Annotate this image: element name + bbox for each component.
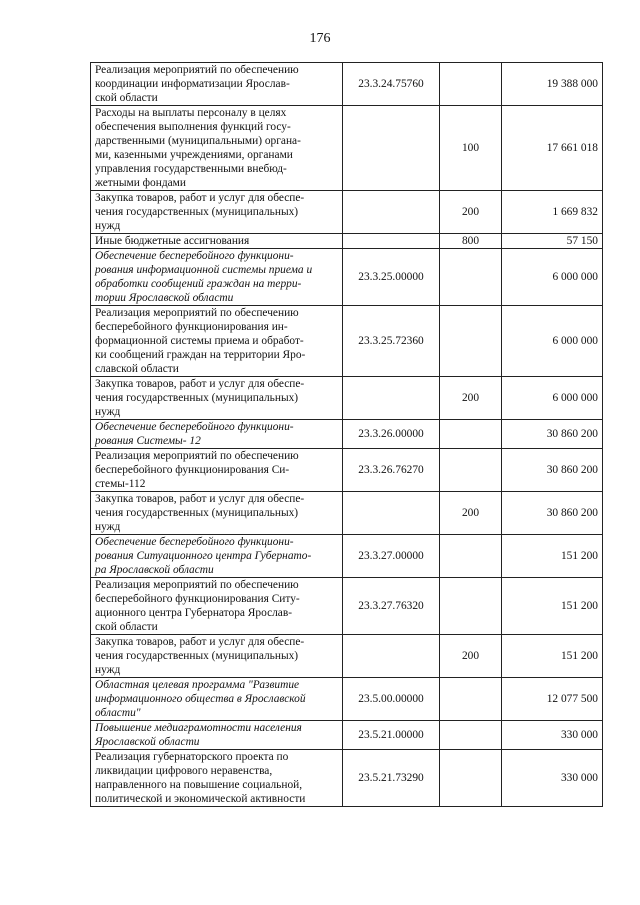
- row-expense-type: [440, 721, 502, 750]
- table-row: [91, 578, 603, 635]
- row-amount: 17 661 018: [502, 106, 603, 191]
- table-row: [91, 449, 603, 492]
- row-expense-type: 200: [440, 377, 502, 420]
- row-amount: 6 000 000: [502, 306, 603, 377]
- row-description: Реализация мероприятий по обеспечению координации информатизации Ярослав- ской области: [91, 63, 343, 106]
- row-amount: 30 860 200: [502, 449, 603, 492]
- row-amount: 12 077 500: [502, 678, 603, 721]
- table-row: [91, 750, 603, 807]
- table-row: [91, 63, 603, 106]
- row-expense-type: [440, 449, 502, 492]
- table-row: [91, 492, 603, 535]
- budget-table-body: [91, 63, 603, 807]
- row-description: Иные бюджетные ассигнования: [91, 234, 343, 249]
- row-code: 23.5.21.73290: [343, 750, 440, 807]
- row-amount: 57 150: [502, 234, 603, 249]
- row-description: Закупка товаров, работ и услуг для обеспе- чения государственных (муниципальных) нужд: [91, 191, 343, 234]
- row-description: Обеспечение бесперебойного функциони- рования информационной системы приема и обработки сообщений граждан на терри- тории Ярославской области: [91, 249, 343, 306]
- page-number: 176: [309, 31, 331, 46]
- row-amount: 6 000 000: [502, 249, 603, 306]
- row-expense-type: 800: [440, 234, 502, 249]
- row-description: Обеспечение бесперебойного функциони- рования Системы- 12: [91, 420, 343, 449]
- row-code: 23.3.26.76270: [343, 449, 440, 492]
- row-description: Закупка товаров, работ и услуг для обеспе- чения государственных (муниципальных) нужд: [91, 377, 343, 420]
- row-code: 23.3.27.76320: [343, 578, 440, 635]
- row-expense-type: [440, 63, 502, 106]
- row-description: Обеспечение бесперебойного функциони- рования Ситуационного центра Губернато- ра Ярославской области: [91, 535, 343, 578]
- budget-table: [90, 62, 603, 807]
- row-description: Повышение медиаграмотности населения Ярославской области: [91, 721, 343, 750]
- row-code: 23.3.26.00000: [343, 420, 440, 449]
- row-expense-type: [440, 578, 502, 635]
- row-code: [343, 635, 440, 678]
- table-row: [91, 635, 603, 678]
- row-expense-type: 100: [440, 106, 502, 191]
- row-description: Реализация мероприятий по обеспечению бесперебойного функционирования ин- формационной системы приема и обработ- ки сообщений граждан на территории Яро- славской области: [91, 306, 343, 377]
- row-amount: 30 860 200: [502, 492, 603, 535]
- row-expense-type: 200: [440, 191, 502, 234]
- row-code: 23.3.27.00000: [343, 535, 440, 578]
- row-amount: 151 200: [502, 578, 603, 635]
- row-amount: 19 388 000: [502, 63, 603, 106]
- row-amount: 1 669 832: [502, 191, 603, 234]
- table-row: [91, 721, 603, 750]
- row-amount: 30 860 200: [502, 420, 603, 449]
- table-row: [91, 678, 603, 721]
- row-description: Областная целевая программа "Развитие информационного общества в Ярославской области": [91, 678, 343, 721]
- row-code: [343, 234, 440, 249]
- row-code: 23.5.21.00000: [343, 721, 440, 750]
- row-code: [343, 377, 440, 420]
- row-code: [343, 191, 440, 234]
- row-expense-type: [440, 678, 502, 721]
- row-amount: 330 000: [502, 721, 603, 750]
- row-description: Реализация губернаторского проекта по ликвидации цифрового неравенства, направленного на повышение социальной, политической и экономической активности: [91, 750, 343, 807]
- row-description: Закупка товаров, работ и услуг для обеспе- чения государственных (муниципальных) нужд: [91, 492, 343, 535]
- table-row: [91, 420, 603, 449]
- table-row: [91, 106, 603, 191]
- row-description: Реализация мероприятий по обеспечению бесперебойного функционирования Си- стемы-112: [91, 449, 343, 492]
- table-row: [91, 191, 603, 234]
- row-code: 23.5.00.00000: [343, 678, 440, 721]
- row-expense-type: [440, 420, 502, 449]
- row-code: 23.3.25.00000: [343, 249, 440, 306]
- row-amount: 6 000 000: [502, 377, 603, 420]
- table-row: [91, 306, 603, 377]
- row-expense-type: [440, 306, 502, 377]
- row-code: 23.3.24.75760: [343, 63, 440, 106]
- row-code: [343, 492, 440, 535]
- row-expense-type: [440, 249, 502, 306]
- row-amount: 330 000: [502, 750, 603, 807]
- row-amount: 151 200: [502, 635, 603, 678]
- table-row: [91, 234, 603, 249]
- row-code: [343, 106, 440, 191]
- row-expense-type: 200: [440, 635, 502, 678]
- row-code: 23.3.25.72360: [343, 306, 440, 377]
- table-row: [91, 249, 603, 306]
- row-expense-type: [440, 535, 502, 578]
- row-amount: 151 200: [502, 535, 603, 578]
- table-row: [91, 535, 603, 578]
- row-description: Расходы на выплаты персоналу в целях обеспечения выполнения функций госу- дарственными (муниципальными) органа- ми, казенными учреждениями, органами управления государственными внебюд- жетными фондами: [91, 106, 343, 191]
- table-row: [91, 377, 603, 420]
- row-expense-type: 200: [440, 492, 502, 535]
- row-description: Закупка товаров, работ и услуг для обеспе- чения государственных (муниципальных) нужд: [91, 635, 343, 678]
- row-description: Реализация мероприятий по обеспечению бесперебойного функционирования Ситу- ационного центра Губернатора Ярослав- ской области: [91, 578, 343, 635]
- row-expense-type: [440, 750, 502, 807]
